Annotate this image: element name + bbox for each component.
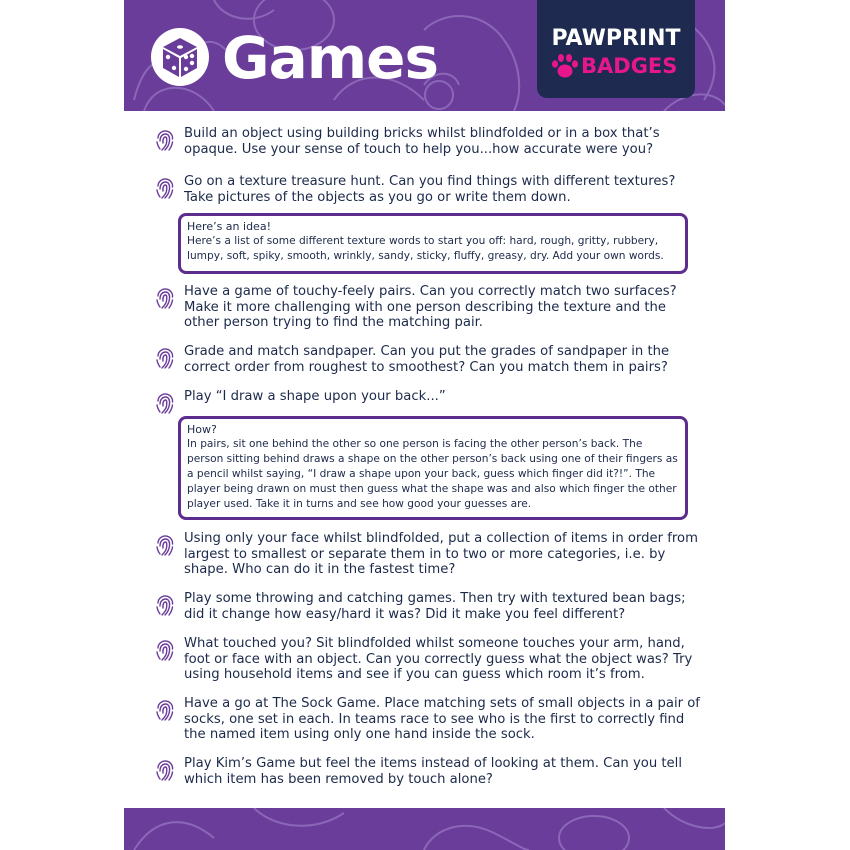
item-text: Play Kim’s Game but feel the items instead of looking at them. Can you tell which item has been removed by touch alone? (184, 756, 683, 787)
fingerprint-icon (155, 534, 175, 558)
item-text: Have a go at The Sock Game. Place matching sets of small objects in a pair of socks, one set in each. In teams race to see who is the first to correctly find the named item using only one hand inside the sock. (184, 696, 700, 742)
item-text: Grade and match sandpaper. Can you put the grades of sandpaper in the correct order from roughest to smoothest? Can you match them in pairs? (184, 344, 670, 375)
callout-heading: How? (187, 423, 217, 436)
idea-callout (178, 213, 688, 274)
page-title: Games (222, 24, 439, 92)
fingerprint-icon (155, 759, 175, 783)
item-text: Play some throwing and catching games. Then try with textured bean bags; did it change how easy/hard it was? Did it make you feel different? (184, 591, 686, 622)
activity-sheet (124, 0, 725, 850)
how-callout (178, 416, 688, 520)
callout-body: In pairs, sit one behind the other so one person is facing the other person’s back. The person sitting behind draws a shape on the other person’s back using one of their fingers as a pencil whilst saying, “I draw a shape upon your back, guess which finger did it?!”. The player being drawn on must then guess what the shape was and also which finger the other player used. Take it in turns and see how good your guesses are. (187, 438, 678, 510)
activity-list (124, 0, 725, 850)
footer-background-doodles (124, 808, 725, 850)
callout-body: Here’s a list of some different texture words to start you off: hard, rough, gritty, rubbery, lumpy, soft, spiky, smooth, wrinkly, sandy, sticky, fluffy, greasy, dry. Add your own words. (187, 235, 664, 262)
fingerprint-icon (155, 287, 175, 311)
item-text: Go on a texture treasure hunt. Can you find things with different textures? Take pictures of the objects as you go or write them down. (184, 174, 676, 205)
item-text: What touched you? Sit blindfolded whilst someone touches your arm, hand, foot or face with an object. Can you correctly guess what the object was? Try using household items and see if you can guess which room it’s from. (184, 636, 693, 682)
fingerprint-icon (155, 129, 175, 153)
fingerprint-icon (155, 392, 175, 416)
logo-text-badges: BADGES (581, 54, 678, 78)
item-text: Have a game of touchy-feely pairs. Can you correctly match two surfaces? Make it more challenging with one person describing the texture and the other person trying to find the matching pair. (184, 284, 677, 330)
fingerprint-icon (155, 699, 175, 723)
logo-text-pawprint: PAWPRINT (551, 26, 681, 51)
fingerprint-icon (155, 594, 175, 618)
footer-banner (124, 808, 725, 850)
fingerprint-icon (155, 639, 175, 663)
item-text: Build an object using building bricks whilst blindfolded or in a box that’s opaque. Use your sense of touch to help you...how accurate were you? (184, 126, 660, 157)
fingerprint-icon (155, 347, 175, 371)
callout-heading: Here’s an idea! (187, 220, 271, 233)
fingerprint-icon (155, 177, 175, 201)
item-text: Play “I draw a shape upon your back...” (184, 389, 446, 404)
item-text: Using only your face whilst blindfolded, put a collection of items in order from largest to smallest or separate them in to two or more categories, i.e. by shape. Who can do it in the fastest time? (184, 531, 698, 577)
